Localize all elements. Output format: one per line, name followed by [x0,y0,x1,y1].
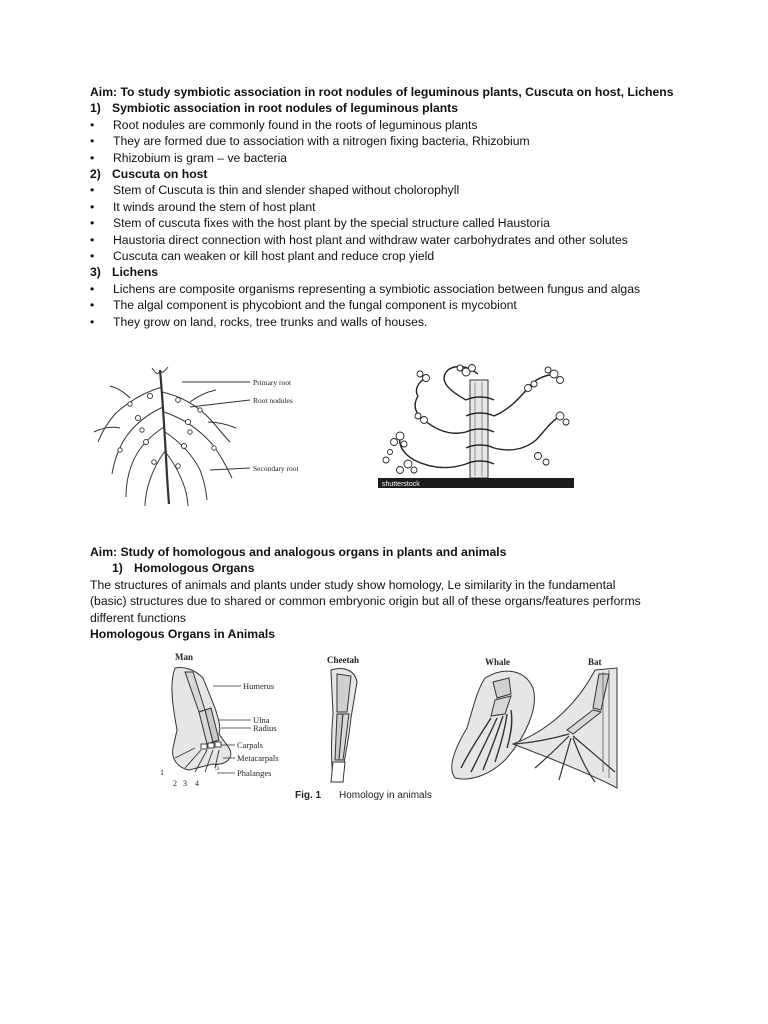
paragraph-line: (basic) structures due to shared or common embryonic origin but all of these organs/features performs [90,594,641,609]
bullet-item [90,133,680,149]
digit-number: 5 [215,763,219,772]
bullet-icon [90,182,113,198]
cuscuta-figure [378,360,574,490]
cuscuta-illustration [378,360,574,490]
root-nodules-illustration [90,362,320,507]
figure-caption-text: Homology in animals [339,790,432,801]
homology-figure [155,648,625,803]
section-symbiosis [90,84,680,330]
aim-heading-1: Aim: To study symbiotic association in root nodules of leguminous plants, Cuscuta on host, Lichens [90,85,674,99]
bullet-text: They grow on land, rocks, tree trunks and walls of houses. [113,314,428,329]
paragraph-line: The structures of animals and plants under study show homology, Le similarity in the fundamental [90,577,616,592]
bullet-text: It winds around the stem of host plant [113,199,316,214]
animal-label-whale: Whale [485,657,511,667]
figure-caption-number: Fig. 1 [295,790,322,801]
bullet-item [90,281,680,297]
digit-number: 4 [195,779,199,788]
item-number: 3) [90,265,101,280]
bullet-text: Stem of cuscuta fixes with the host plant by the special structure called Haustoria [113,216,550,231]
item-title: Cuscuta on host [112,167,208,182]
label-primary-root: Primary root [253,378,292,387]
item-title: Symbiotic association in root nodules of leguminous plants [112,101,459,116]
bone-label-radius: Radius [253,723,277,733]
item-heading-3 [90,264,680,280]
item-heading-1 [90,100,680,116]
sub-heading-homologous [90,560,680,576]
bone-label-phalanges: Phalanges [237,768,272,778]
sub-heading-animals: Homologous Organs in Animals [90,627,276,642]
digit-number: 3 [183,779,187,788]
digit-number: 2 [173,779,177,788]
bullet-icon [90,314,113,330]
section-homology [90,544,680,642]
homology-illustration [155,648,625,803]
bone-label-metacarpals: Metacarpals [237,753,279,763]
bone-label-ulna: Ulna [253,715,270,725]
bullet-item [90,199,680,215]
bullet-item [90,182,680,198]
bone-label-humerus: Humerus [243,681,275,691]
paragraph-line: different functions [90,610,186,625]
bullet-icon [90,297,113,313]
bullet-text: Stem of Cuscuta is thin and slender shaped without cholorophyll [113,183,460,198]
bullet-text: Cuscuta can weaken or kill host plant and reduce crop yield [113,249,435,264]
item-title: Homologous Organs [134,561,255,576]
bullet-icon [90,248,113,264]
bullet-text: They are formed due to association with a nitrogen fixing bacteria, Rhizobium [113,134,530,149]
bullet-item [90,117,680,133]
bullet-item [90,232,680,248]
item-title: Lichens [112,265,159,280]
shutterstock-watermark: shutterstock [382,481,420,488]
item-number: 1) [90,101,101,116]
bullet-icon [90,281,113,297]
bullet-icon [90,232,113,248]
bullet-text: Rhizobium is gram – ve bacteria [113,150,288,165]
bullet-item [90,248,680,264]
bullet-text: The algal component is phycobiont and the fungal component is mycobiont [113,298,517,313]
bullet-icon [90,215,113,231]
digit-number: 1 [160,768,164,777]
bullet-text: Haustoria direct connection with host plant and withdraw water carbohydrates and other solutes [113,232,628,247]
bone-label-carpals: Carpals [237,740,263,750]
item-heading-2 [90,166,680,182]
bullet-icon [90,150,113,166]
bullet-icon [90,133,113,149]
bullet-item [90,215,680,231]
label-secondary-root: Secondary root [253,464,299,473]
bullet-text: Lichens are composite organisms representing a symbiotic association between fungus and algas [113,281,641,296]
animal-label-man: Man [175,652,193,662]
bullet-icon [90,199,113,215]
animal-label-cheetah: Cheetah [327,655,359,665]
bullet-item [90,297,680,313]
bullet-item [90,314,680,330]
label-root-nodules: Root nodules [253,396,293,405]
bullet-text: Root nodules are commonly found in the roots of leguminous plants [113,117,478,132]
animal-label-bat: Bat [588,657,602,667]
aim-heading-2: Aim: Study of homologous and analogous organs in plants and animals [90,545,507,559]
item-number: 1) [112,561,123,576]
root-nodules-figure [90,362,320,507]
bullet-icon [90,117,113,133]
bullet-item [90,150,680,166]
item-number: 2) [90,167,101,182]
